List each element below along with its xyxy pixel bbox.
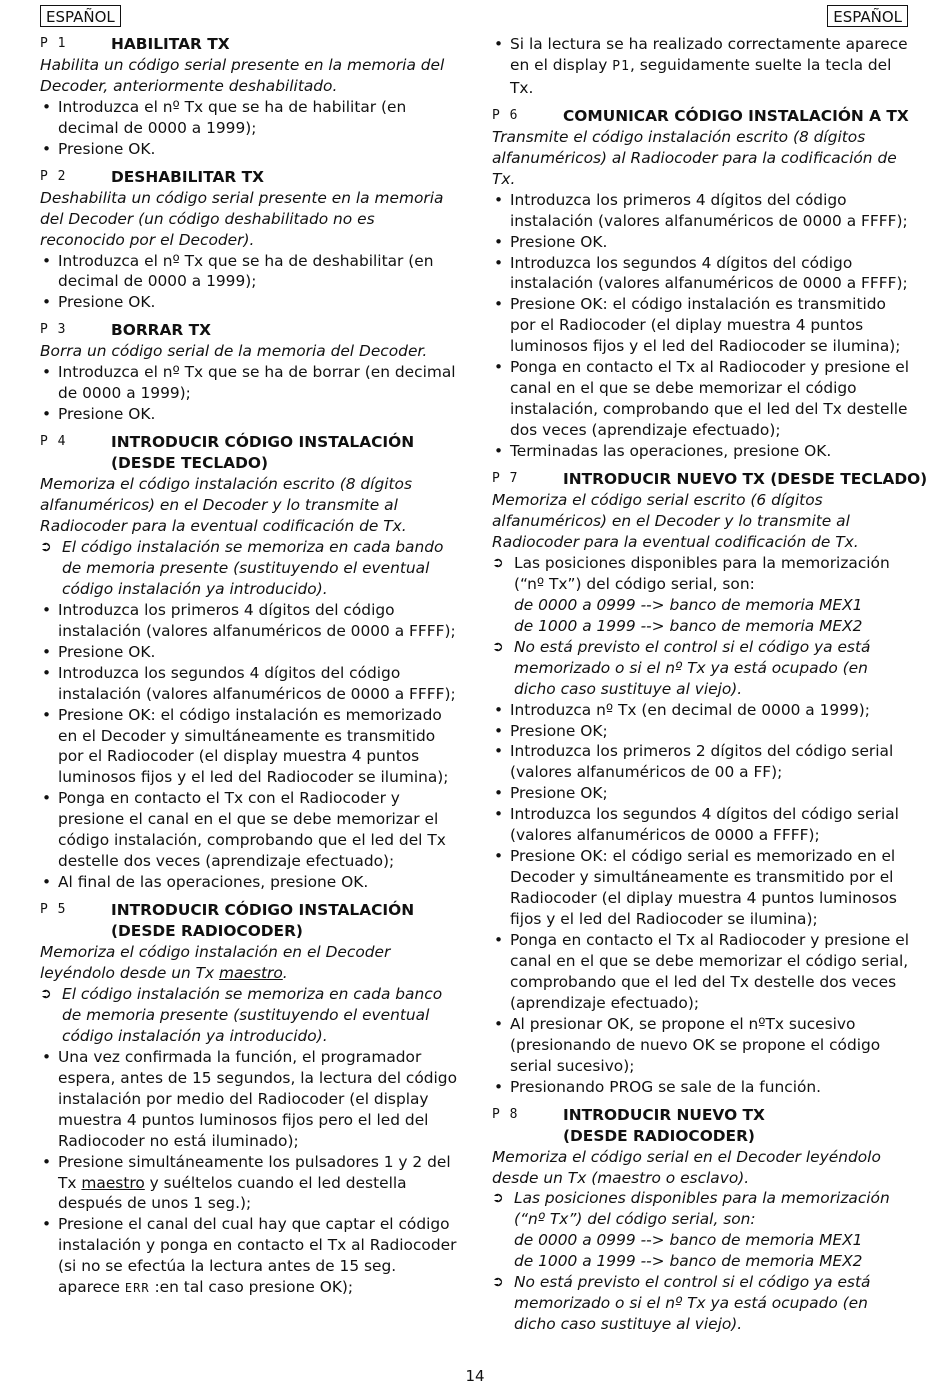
list-item: • Ponga en contacto el Tx al Radiocoder y presione el canal en el que se debe memorizar el código instalación, comprobando que el led del Tx destelle dos veces (aprendizaje efectuado); [492,357,910,441]
note-item: ➲ Las posiciones disponibles para la memorización (“nº Tx”) del código serial, son: de 0000 a 0999 --> banco de memoria MEX1 de 1000 a 1999 --> banco de memoria MEX2 [492,553,910,637]
list-item: • Introduzca los primeros 4 dígitos del código instalación (valores alfanuméricos de 0000 a FFFF); [492,190,910,232]
list-item: • Al presionar OK, se propone el nºTx sucesivo (presionando de nuevo OK se propone el código serial sucesivo); [492,1014,910,1077]
section-title: INTRODUCIR NUEVO TX (DESDE TECLADO) [563,470,928,489]
list-item: • Presione OK. [40,139,458,160]
section-description: Memoriza el código serial en el Decoder leyéndolo desde un Tx (maestro o esclavo). [492,1147,881,1187]
note-item: ➲ No está previsto el control si el código ya está memorizado o si el nº Tx ya está ocupado (en dicho caso sustituye al viejo). [492,637,910,700]
section-heading [40,34,458,55]
section-heading [492,469,928,490]
memory-range: de 0000 a 0999 --> banco de memoria MEX1 [514,1231,863,1250]
section-title: HABILITAR TX [111,35,230,53]
section-p7 [492,469,928,1098]
list-item: • Presione OK; [492,721,910,742]
list-item: • Introduzca el nº Tx que se ha de borrar (en decimal de 0000 a 1999); [40,362,458,404]
note-item: ➲ Las posiciones disponibles para la memorización (“nº Tx”) del código serial, son: de 0000 a 0999 --> banco de memoria MEX1 de 1000 a 1999 --> banco de memoria MEX2 [492,1188,910,1272]
section-title: INTRODUCIR CÓDIGO INSTALACIÓN [111,901,415,920]
list-item: • Ponga en contacto el Tx con el Radiocoder y presione el canal en el que se debe memorizar el código instalación, comprobando que el led del Tx destelle dos veces (aprendizaje efectuado); [40,788,458,872]
list-item: • Si la lectura se ha realizado correctamente aparece en el display P1, seguidamente suelte la tecla del Tx. [492,34,910,99]
section-code: P 4 [40,434,67,450]
note-item: ➲ El código instalación se memoriza en cada banco de memoria presente (sustituyendo el eventual código instalación ya introducido). [40,984,458,1047]
section-title: INTRODUCIR CÓDIGO INSTALACIÓN [111,433,415,452]
section-heading [492,106,910,127]
section-p5 [40,900,458,1299]
section-description: Habilita un código serial presente en la memoria del Decoder, anteriormente deshabilitado. [40,55,445,95]
note-item: ➲ El código instalación se memoriza en cada bando de memoria presente (sustituyendo el eventual código instalación ya introducido). [40,537,458,600]
page-number: 14 [465,1367,485,1385]
section-p1 [40,34,458,160]
language-tag-left: ESPAÑOL [40,5,121,27]
list-item: • Introduzca el nº Tx que se ha de habilitar (en decimal de 0000 a 1999); [40,97,458,139]
list-item: • Introduzca los primeros 4 dígitos del código instalación (valores alfanuméricos de 0000 a FFFF); [40,600,458,642]
list-item: • Presione OK. [40,292,458,313]
section-code: P 6 [492,107,519,123]
list-item: • Presionando PROG se sale de la función. [492,1077,910,1098]
section-title: DESHABILITAR TX [111,167,264,186]
section-subtitle: (DESDE TECLADO) [111,454,268,473]
list-item: • Al final de las operaciones, presione OK. [40,872,458,893]
display-p1: P1 [612,58,630,74]
section-title: COMUNICAR CÓDIGO INSTALACIÓN A TX [563,106,909,125]
section-code: P 8 [492,1106,519,1122]
list-item: • Introduzca los segundos 4 dígitos del código instalación (valores alfanuméricos de 0000 a FFFF); [40,663,458,705]
section-code: P 1 [40,36,67,51]
section-title: INTRODUCIR NUEVO TX [563,1105,765,1124]
section-heading [40,320,458,341]
list-item: • Presione OK: el código instalación es memorizado en el Decoder y simultáneamente es transmitido por el Radiocoder (el display muestra 4 puntos luminosos fijos y el led del Radiocoder se ilumina); [40,705,458,789]
list-item: • Presione OK. [40,642,458,663]
language-tag-right: ESPAÑOL [827,5,908,27]
list-item: • Introduzca el nº Tx que se ha de deshabilitar (en decimal de 0000 a 1999); [40,251,458,293]
section-subtitle: (DESDE RADIOCODER) [111,922,303,941]
list-item: • Ponga en contacto el Tx al Radiocoder y presione el canal en el que se debe memorizar el código serial, comprobando que el led del Tx destelle dos veces (aprendizaje efectuado); [492,930,910,1014]
list-item: • Presione OK: el código serial es memorizado en el Decoder y simultáneamente es transmitido por el Radiocoder (el diplay muestra 4 puntos luminosos fijos y el led del Radiocoder se ilumina); [492,846,910,930]
section-p6 [492,106,910,462]
list-item: • Presione OK; [492,783,910,804]
list-item: • Terminadas las operaciones, presione OK. [492,441,910,462]
section-description: Transmite el código instalación escrito (8 dígitos alfanuméricos) al Radiocoder para la codificación de Tx. [492,127,897,188]
section-heading [40,167,458,188]
note-item: ➲ No está previsto el control si el código ya está memorizado o si el nº Tx ya está ocupado (en dicho caso sustituye al viejo). [492,1272,910,1335]
section-p4 [40,432,458,893]
section-heading [40,900,458,942]
list-item: • Introduzca nº Tx (en decimal de 0000 a 1999); [492,700,910,721]
list-item: • Presione OK. [40,404,458,425]
list-item: • Introduzca los primeros 2 dígitos del código serial (valores alfanuméricos de 00 a FF); [492,741,910,783]
list-item: • Presione el canal del cual hay que captar el código instalación y ponga en contacto el Tx al Radiocoder (si no se efectúa la lectura antes de 15 seg. aparece ERR :en tal caso presione OK); [40,1214,458,1299]
section-description: Memoriza el código instalación escrito (8 dígitos alfanuméricos) en el Decoder y lo transmite al Radiocoder para la eventual codificación de Tx. [40,475,412,535]
section-code: P 2 [40,168,67,184]
section-p3 [40,320,458,425]
section-code: P 5 [40,902,67,918]
section-description: Deshabilita un código serial presente en la memoria del Decoder (un código deshabilitado no es reconocido por el Decoder). [40,188,444,249]
list-item: • Presione simultáneamente los pulsadores 1 y 2 del Tx maestro y suéltelos cuando el led destella después de unos 1 seg.); [40,1152,458,1215]
section-subtitle: (DESDE RADIOCODER) [563,1126,755,1145]
list-item: • Presione OK. [492,232,910,253]
section-description: Memoriza el código instalación en el Decoder leyéndolo desde un Tx maestro. [40,943,391,982]
left-column [40,34,458,1299]
display-err: ERR [124,1281,150,1296]
list-item: • Introduzca los segundos 4 dígitos del código instalación (valores alfanuméricos de 0000 a FFFF); [492,253,910,295]
memory-range: de 0000 a 0999 --> banco de memoria MEX1 [514,595,863,614]
section-code: P 7 [492,471,519,487]
list-item: • Presione OK: el código instalación es transmitido por el Radiocoder (el diplay muestra 4 puntos luminosos fijos y el led del Radiocoder se ilumina); [492,294,910,357]
section-code: P 3 [40,322,67,338]
list-item: • Introduzca los segundos 4 dígitos del código serial (valores alfanuméricos de 0000 a FFFF); [492,804,910,846]
section-p2 [40,167,458,314]
section-heading [40,432,458,474]
right-column [492,34,928,1335]
list-item: • Una vez confirmada la función, el programador espera, antes de 15 segundos, la lectura del código instalación por medio del Radiocoder (el display muestra 4 puntos luminosos fijos pero el led del Radiocoder no está iluminado); [40,1047,458,1152]
section-heading [492,1105,910,1147]
memory-range: de 1000 a 1999 --> banco de memoria MEX2 [514,616,863,635]
section-description: Borra un código serial de la memoria del Decoder. [40,342,428,361]
memory-range: de 1000 a 1999 --> banco de memoria MEX2 [514,1252,863,1271]
section-p8 [492,1105,910,1335]
section-description: Memoriza el código serial escrito (6 dígitos alfanuméricos) en el Decoder y lo transmite al Radiocoder para la eventual codificación de Tx. [492,491,859,551]
section-title: BORRAR TX [111,321,212,340]
